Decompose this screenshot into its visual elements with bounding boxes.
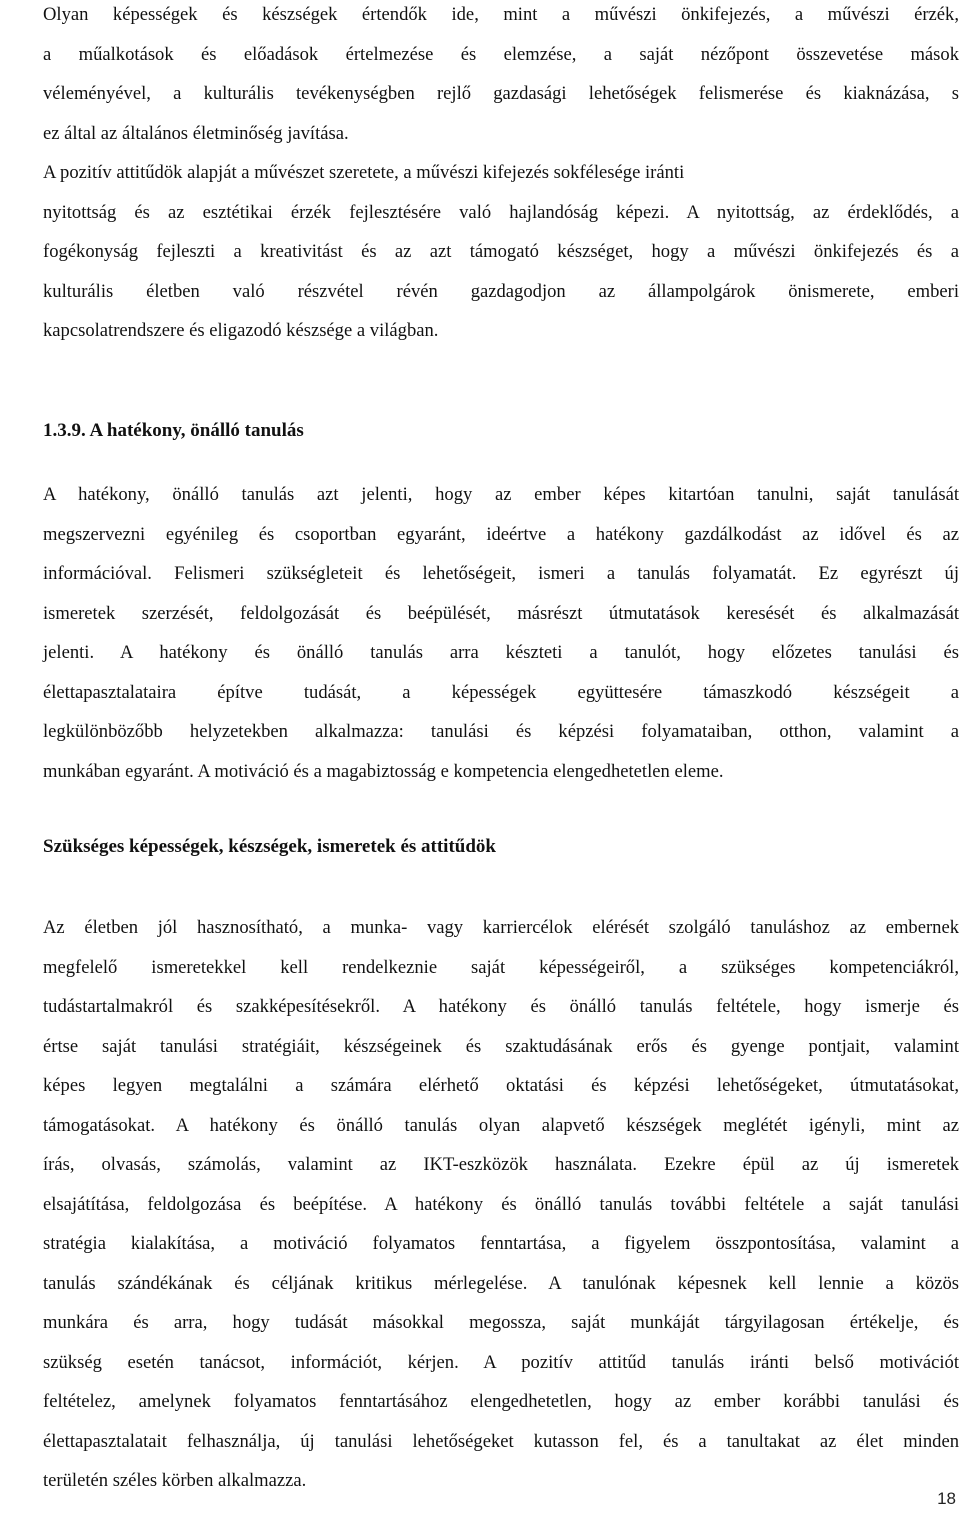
text-line: információval. Felismeri szükségleteit és lehetőségeit, ismeri a tanulás folyamatát. Ez egyrészt új <box>43 563 959 584</box>
text-line: tudástartalmakról és szakképesítésekről. A hatékony és önálló tanulás feltétele, hogy ismerje és <box>43 996 959 1017</box>
text-line: véleményével, a kulturális tevékenységben rejlő gazdasági lehetőségek felismerése és kiaknázása, s <box>43 83 959 104</box>
learning-paragraph <box>43 475 959 791</box>
text-line: írás, olvasás, számolás, valamint az IKT-eszközök használata. Ezekre épül az új ismeretek <box>43 1154 959 1175</box>
text-line: a műalkotások és előadások értelmezése és elemzése, a saját nézőpont összevetése mások <box>43 43 959 65</box>
text-line: nyitottság és az esztétikai érzék fejlesztésére való hajlandóság képezi. A nyitottság, az érdeklődés, a <box>43 201 959 223</box>
subsection-heading: Szükséges képességek, készségek, ismeretek és attitűdök <box>43 836 496 857</box>
text-line: ez által az általános életminőség javítása. <box>43 122 349 144</box>
attitudes-paragraph <box>43 908 959 1501</box>
text-line: megfelelő ismeretekkel kell rendelkeznie saját képességeiről, a szükséges kompetenciákról, <box>43 956 959 978</box>
text-line: munkában egyaránt. A motiváció és a magabiztosság e kompetencia elengedhetetlen eleme. <box>43 760 724 782</box>
text-line: élettapasztalatait felhasználja, új tanulási lehetőségeket kutasson fel, és a tanultakat az élet minden <box>43 1430 959 1452</box>
text-line: Az életben jól hasznosítható, a munka- vagy karriercélok elérését szolgáló tanuláshoz az embernek <box>43 917 959 938</box>
text-line: képes legyen megtalálni a számára elérhető oktatási és képzési lehetőségeket, útmutatásokat, <box>43 1075 959 1096</box>
page-number: 18 <box>937 1489 956 1508</box>
text-line: támogatásokat. A hatékony és önálló tanulás olyan alapvető készségek meglétét igényli, mint az <box>43 1114 959 1136</box>
text-line: elsajátítása, feldolgozása és beépítése. A hatékony és önálló tanulás további feltétele a saját tanulási <box>43 1193 959 1215</box>
text-line: ismeretek szerzését, feldolgozását és beépülését, másrészt útmutatások keresését és alkalmazását <box>43 602 959 624</box>
text-line: jelenti. A hatékony és önálló tanulás arra készteti a tanulót, hogy előzetes tanulási és <box>43 642 959 663</box>
section-heading: 1.3.9. A hatékony, önálló tanulás <box>43 420 304 441</box>
text-line: Olyan képességek és készségek értendők ide, mint a művészi önkifejezés, a művészi érzék, <box>43 4 959 25</box>
text-line: értse saját tanulási stratégiáit, készségeinek és szaktudásának erős és gyenge pontjait, valamint <box>43 1035 959 1057</box>
text-line: stratégia kialakítása, a motiváció folyamatos fenntartása, a figyelem összpontosítása, valamint a <box>43 1233 959 1254</box>
text-line: kapcsolatrendszere és eligazodó készsége a világban. <box>43 320 439 341</box>
text-line: legkülönbözőbb helyzetekben alkalmazza: tanulási és képzési folyamataiban, otthon, valamint a <box>43 721 959 742</box>
text-line: kulturális életben való részvétel révén gazdagodjon az állampolgárok önismerete, emberi <box>43 280 959 302</box>
text-line: megszervezni egyénileg és csoportban egyaránt, ideértve a hatékony gazdálkodást az idővel és az <box>43 523 959 545</box>
text-line: fogékonyság fejleszti a kreativitást és az azt támogató készséget, hogy a művészi önkifejezés és a <box>43 241 959 262</box>
text-line: tanulás szándékának és céljának kritikus mérlegelése. A tanulónak képesnek kell lennie a közös <box>43 1272 959 1294</box>
text-line: feltételez, amelynek folyamatos fenntartásához elengedhetetlen, hogy az ember korábbi tanulási és <box>43 1391 959 1412</box>
text-line: szükség esetén tanácsot, információt, kérjen. A pozitív attitűd tanulás iránti belső motivációt <box>43 1351 959 1373</box>
text-line: területén széles körben alkalmazza. <box>43 1470 307 1491</box>
text-line: munkára és arra, hogy tudását másokkal megossza, saját munkáját tárgyilagosan értékelje, és <box>43 1312 959 1333</box>
text-line: A pozitív attitűdök alapját a művészet szeretete, a művészi kifejezés sokfélesége iránti <box>43 162 685 183</box>
art-skills-paragraph <box>43 0 959 351</box>
text-line: A hatékony, önálló tanulás azt jelenti, hogy az ember képes kitartóan tanulni, saját tanulását <box>43 484 959 505</box>
text-line: élettapasztalataira építve tudását, a képességek együttesére támaszkodó készségeit a <box>43 681 959 703</box>
